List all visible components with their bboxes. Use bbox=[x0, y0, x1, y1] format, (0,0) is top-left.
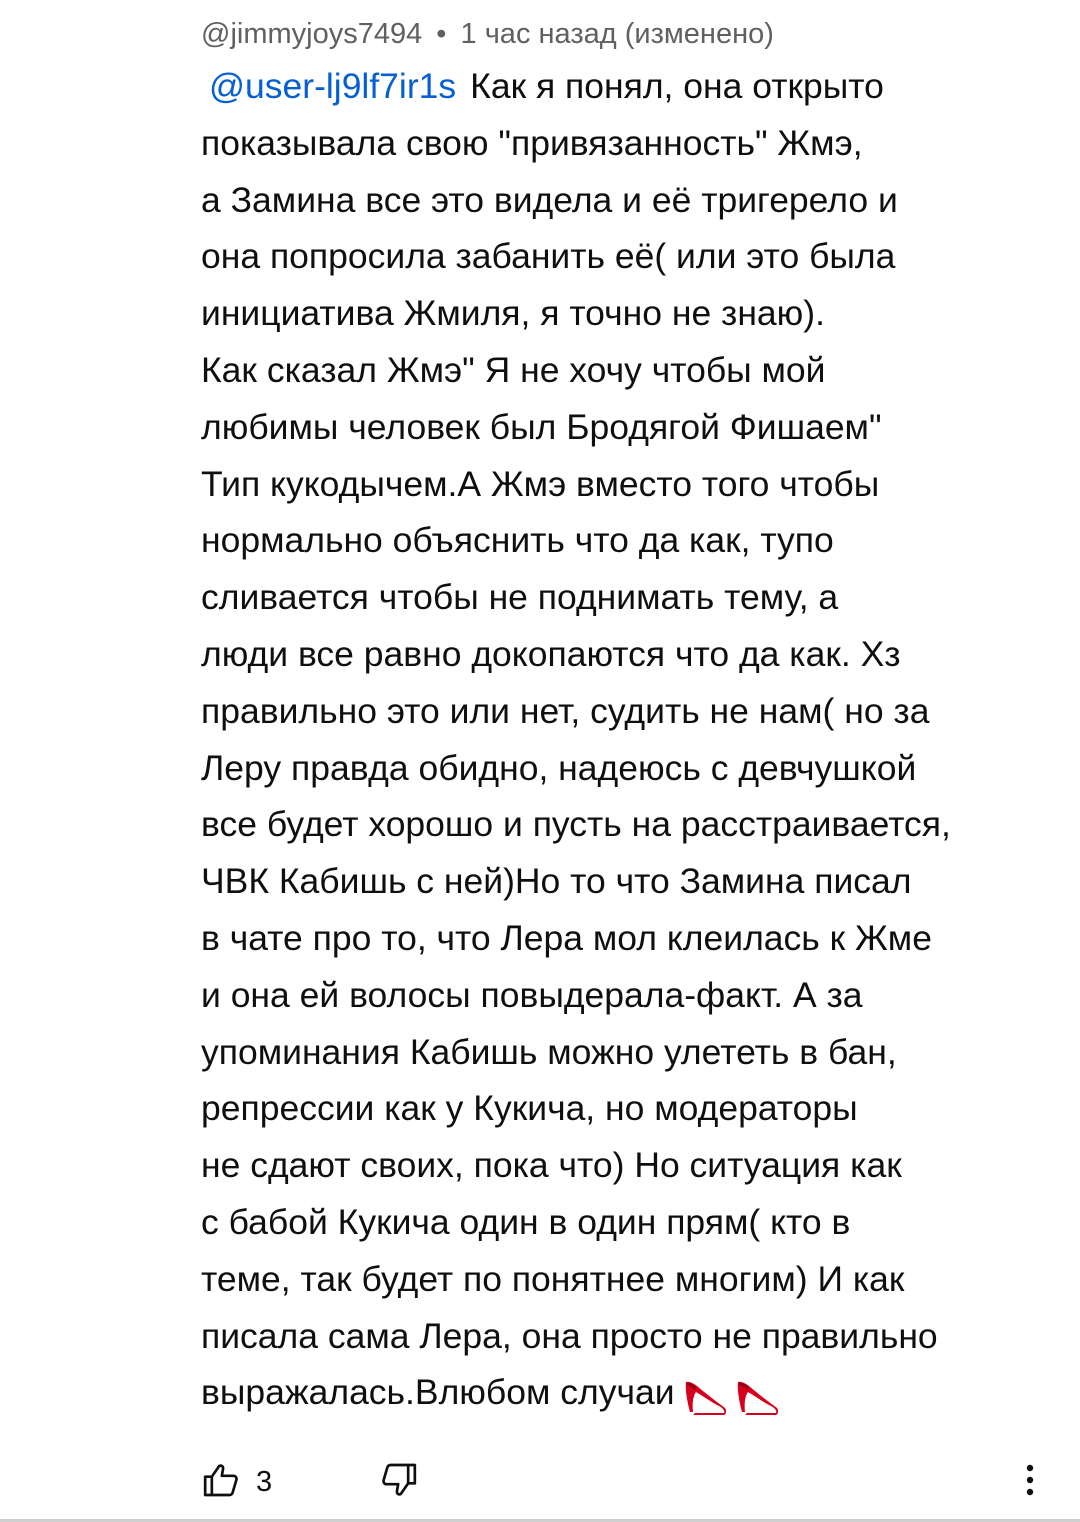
comment-line: любимы человек был Бродягой Фишаем" bbox=[201, 406, 882, 447]
comment-line: упоминания Кабишь можно улететь в бан, bbox=[201, 1031, 897, 1072]
comment-line: а Замина все это видела и её тригерело и bbox=[201, 179, 898, 220]
like-button[interactable] bbox=[196, 1455, 246, 1509]
comment-line bbox=[201, 1364, 1041, 1421]
comment-line-text: Как я понял, она открыто bbox=[470, 66, 884, 106]
header-separator: • bbox=[436, 18, 447, 50]
comment-timestamp[interactable]: 1 час назад (изменено) bbox=[460, 18, 774, 50]
comment-line: писала сама Лера, она просто не правильно bbox=[201, 1315, 938, 1356]
comment-line: в чате про то, что Лера мол клеилась к Жме bbox=[201, 917, 932, 958]
thumb-down-outline-icon bbox=[379, 1460, 419, 1505]
comment-body bbox=[201, 58, 1041, 1421]
comment-line: Как сказал Жмэ" Я не хочу чтобы мой bbox=[201, 349, 826, 390]
more-options-button[interactable] bbox=[1006, 1455, 1054, 1509]
comment-line: репрессии как у Кукича, но модераторы bbox=[201, 1088, 858, 1129]
comment-line: теме, так будет по понятнее многим) И как bbox=[201, 1258, 905, 1299]
high-heel-shoe-icon bbox=[733, 1367, 779, 1424]
comment-header bbox=[201, 14, 774, 54]
comment-line: правильно это или нет, судить не нам( но за bbox=[201, 690, 930, 731]
thumb-up-outline-icon bbox=[201, 1460, 241, 1505]
comment-line: сливается чтобы не поднимать тему, а bbox=[201, 577, 839, 618]
comment-actions bbox=[0, 1455, 1080, 1509]
comment-line: Тип кукодычем.А Жмэ вместо того чтобы bbox=[201, 463, 880, 504]
comment-line-text: выражалась.Влюбом случаи bbox=[201, 1372, 675, 1413]
comment-line: все будет хорошо и пусть на расстраивается, bbox=[201, 804, 951, 845]
author-handle[interactable]: @jimmyjoys7494 bbox=[201, 18, 423, 50]
comment-line: люди все равно докопаются что да как. Хз bbox=[201, 633, 901, 674]
comment-line bbox=[201, 58, 1041, 115]
comment-line: она попросила забанить её( или это была bbox=[201, 236, 896, 277]
high-heel-shoe-icon bbox=[681, 1367, 727, 1424]
more-vertical-icon bbox=[1024, 1460, 1036, 1505]
comment-line: показывала свою "привязанность" Жмэ, bbox=[201, 122, 863, 163]
comment-line: нормально объяснить что да как, тупо bbox=[201, 520, 834, 561]
comment-line: не сдают своих, пока что) Но ситуация как bbox=[201, 1145, 902, 1186]
comment-line: с бабой Кукича один в один прям( кто в bbox=[201, 1201, 851, 1242]
comment-line: ЧВК Кабишь с ней)Но то что Замина писал bbox=[201, 861, 912, 902]
dislike-button[interactable] bbox=[374, 1455, 424, 1509]
comment-line: Леру правда обидно, надеюсь с девчушкой bbox=[201, 747, 917, 788]
comment-line: инициатива Жмиля, я точно не знаю). bbox=[201, 293, 825, 334]
like-count: 3 bbox=[256, 1466, 273, 1498]
comment-line: и она ей волосы повыдерала-факт. А за bbox=[201, 974, 863, 1015]
mention-link[interactable]: @user-lj9lf7ir1s bbox=[209, 66, 457, 106]
